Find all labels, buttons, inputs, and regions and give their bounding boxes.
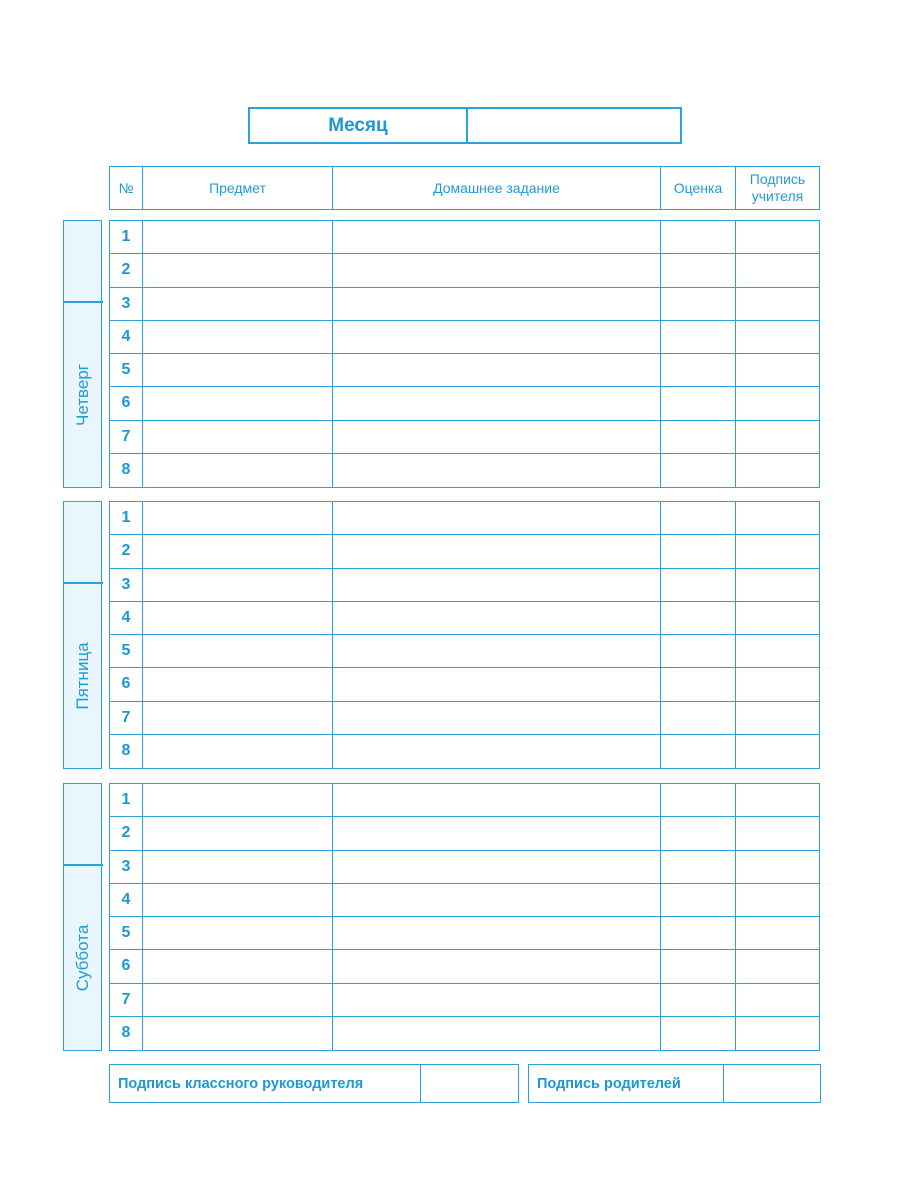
homework-cell[interactable] — [333, 288, 661, 321]
tab-divider — [63, 864, 103, 866]
month-input[interactable] — [468, 109, 680, 142]
homework-cell[interactable] — [333, 387, 661, 420]
grade-cell[interactable] — [661, 784, 736, 817]
grade-cell[interactable] — [661, 984, 736, 1017]
column-header — [109, 166, 820, 210]
day-label-thursday: Четверг — [72, 364, 92, 426]
lesson-number: 7 — [110, 702, 143, 735]
grade-cell[interactable] — [661, 254, 736, 287]
column-homework: Домашнее задание — [333, 167, 661, 209]
subject-cell[interactable] — [143, 917, 333, 950]
grade-cell[interactable] — [661, 702, 736, 735]
subject-cell[interactable] — [143, 354, 333, 387]
teacher-signature-cell[interactable] — [736, 288, 819, 321]
teacher-signature-cell[interactable] — [736, 950, 819, 983]
day-tab-thursday — [63, 220, 102, 488]
lesson-number: 1 — [110, 502, 143, 535]
lesson-number: 2 — [110, 254, 143, 287]
subject-cell[interactable] — [143, 884, 333, 917]
lesson-number: 3 — [110, 851, 143, 884]
tab-divider — [63, 301, 103, 303]
lesson-number: 5 — [110, 635, 143, 668]
lesson-number: 6 — [110, 950, 143, 983]
lesson-number: 2 — [110, 817, 143, 850]
lesson-number: 6 — [110, 668, 143, 701]
lesson-number: 4 — [110, 321, 143, 354]
teacher-signature-cell[interactable] — [736, 735, 819, 768]
homework-cell[interactable] — [333, 221, 661, 254]
lesson-number: 4 — [110, 884, 143, 917]
lesson-number: 5 — [110, 354, 143, 387]
teacher-signature-cell[interactable] — [736, 221, 819, 254]
grade-cell[interactable] — [661, 288, 736, 321]
subject-cell[interactable] — [143, 254, 333, 287]
grade-cell[interactable] — [661, 635, 736, 668]
column-teacher-signature-line2: учителя — [751, 188, 804, 204]
subject-cell[interactable] — [143, 569, 333, 602]
homework-cell[interactable] — [333, 817, 661, 850]
homework-cell[interactable] — [333, 321, 661, 354]
parents-signature-field[interactable] — [724, 1065, 820, 1102]
teacher-signature-cell[interactable] — [736, 602, 819, 635]
day-tab-saturday — [63, 783, 102, 1051]
homework-cell[interactable] — [333, 784, 661, 817]
subject-cell[interactable] — [143, 668, 333, 701]
lesson-number: 2 — [110, 535, 143, 568]
subject-cell[interactable] — [143, 502, 333, 535]
homework-cell[interactable] — [333, 984, 661, 1017]
lesson-number: 3 — [110, 288, 143, 321]
teacher-signature-cell[interactable] — [736, 454, 819, 487]
lesson-number: 8 — [110, 1017, 143, 1050]
lesson-number: 3 — [110, 569, 143, 602]
teacher-signature-cell[interactable] — [736, 321, 819, 354]
day-tab-friday — [63, 501, 102, 769]
teacher-signature-cell[interactable] — [736, 851, 819, 884]
day-table-saturday — [109, 783, 820, 1051]
teacher-signature-cell[interactable] — [736, 387, 819, 420]
subject-cell[interactable] — [143, 950, 333, 983]
teacher-signature-cell[interactable] — [736, 569, 819, 602]
grade-cell[interactable] — [661, 817, 736, 850]
day-table-thursday — [109, 220, 820, 488]
day-label-saturday: Суббота — [72, 924, 92, 992]
homework-cell[interactable] — [333, 702, 661, 735]
column-number: № — [110, 167, 143, 209]
homework-cell[interactable] — [333, 635, 661, 668]
teacher-signature-cell[interactable] — [736, 502, 819, 535]
subject-cell[interactable] — [143, 817, 333, 850]
grade-cell[interactable] — [661, 950, 736, 983]
homework-cell[interactable] — [333, 354, 661, 387]
subject-cell[interactable] — [143, 735, 333, 768]
day-label-friday: Пятница — [72, 642, 92, 710]
subject-cell[interactable] — [143, 321, 333, 354]
teacher-signature-cell[interactable] — [736, 635, 819, 668]
lesson-number: 1 — [110, 221, 143, 254]
homework-cell[interactable] — [333, 454, 661, 487]
homework-cell[interactable] — [333, 851, 661, 884]
grade-cell[interactable] — [661, 602, 736, 635]
subject-cell[interactable] — [143, 421, 333, 454]
grade-cell[interactable] — [661, 354, 736, 387]
subject-cell[interactable] — [143, 602, 333, 635]
teacher-signature-cell[interactable] — [736, 535, 819, 568]
subject-cell[interactable] — [143, 454, 333, 487]
parents-signature-label: Подпись родителей — [529, 1065, 724, 1102]
subject-cell[interactable] — [143, 221, 333, 254]
lesson-number: 7 — [110, 421, 143, 454]
lesson-number: 8 — [110, 735, 143, 768]
column-teacher-signature — [736, 167, 819, 209]
homework-cell[interactable] — [333, 950, 661, 983]
parents-signature-box — [528, 1064, 821, 1103]
grade-cell[interactable] — [661, 321, 736, 354]
grade-cell[interactable] — [661, 851, 736, 884]
homework-cell[interactable] — [333, 1017, 661, 1050]
grade-cell[interactable] — [661, 502, 736, 535]
homework-cell[interactable] — [333, 668, 661, 701]
class-teacher-signature-field[interactable] — [421, 1065, 518, 1102]
homework-cell[interactable] — [333, 917, 661, 950]
day-table-friday — [109, 501, 820, 769]
subject-cell[interactable] — [143, 702, 333, 735]
grade-cell[interactable] — [661, 221, 736, 254]
subject-cell[interactable] — [143, 984, 333, 1017]
column-grade: Оценка — [661, 167, 736, 209]
lesson-number: 6 — [110, 387, 143, 420]
homework-cell[interactable] — [333, 535, 661, 568]
grade-cell[interactable] — [661, 668, 736, 701]
subject-cell[interactable] — [143, 784, 333, 817]
lesson-number: 7 — [110, 984, 143, 1017]
teacher-signature-cell[interactable] — [736, 668, 819, 701]
subject-cell[interactable] — [143, 387, 333, 420]
grade-cell[interactable] — [661, 421, 736, 454]
teacher-signature-cell[interactable] — [736, 817, 819, 850]
homework-cell[interactable] — [333, 569, 661, 602]
subject-cell[interactable] — [143, 535, 333, 568]
grade-cell[interactable] — [661, 454, 736, 487]
grade-cell[interactable] — [661, 917, 736, 950]
lesson-number: 4 — [110, 602, 143, 635]
grade-cell[interactable] — [661, 735, 736, 768]
lesson-number: 1 — [110, 784, 143, 817]
grade-cell[interactable] — [661, 569, 736, 602]
homework-cell[interactable] — [333, 502, 661, 535]
grade-cell[interactable] — [661, 1017, 736, 1050]
teacher-signature-cell[interactable] — [736, 917, 819, 950]
lesson-number: 5 — [110, 917, 143, 950]
homework-cell[interactable] — [333, 735, 661, 768]
homework-cell[interactable] — [333, 884, 661, 917]
teacher-signature-cell[interactable] — [736, 984, 819, 1017]
homework-cell[interactable] — [333, 421, 661, 454]
column-subject: Предмет — [143, 167, 333, 209]
tab-divider — [63, 582, 103, 584]
subject-cell[interactable] — [143, 635, 333, 668]
subject-cell[interactable] — [143, 1017, 333, 1050]
subject-cell[interactable] — [143, 851, 333, 884]
teacher-signature-cell[interactable] — [736, 884, 819, 917]
month-label: Месяц — [250, 109, 468, 142]
class-teacher-signature-label: Подпись классного руководителя — [110, 1065, 421, 1102]
teacher-signature-cell[interactable] — [736, 254, 819, 287]
month-header — [248, 107, 682, 144]
teacher-signature-cell[interactable] — [736, 1017, 819, 1050]
subject-cell[interactable] — [143, 288, 333, 321]
grade-cell[interactable] — [661, 884, 736, 917]
homework-cell[interactable] — [333, 254, 661, 287]
class-teacher-signature-box — [109, 1064, 519, 1103]
column-teacher-signature-line1: Подпись — [749, 171, 806, 187]
grade-cell[interactable] — [661, 535, 736, 568]
homework-cell[interactable] — [333, 602, 661, 635]
teacher-signature-cell[interactable] — [736, 354, 819, 387]
grade-cell[interactable] — [661, 387, 736, 420]
teacher-signature-cell[interactable] — [736, 784, 819, 817]
teacher-signature-cell[interactable] — [736, 421, 819, 454]
teacher-signature-cell[interactable] — [736, 702, 819, 735]
lesson-number: 8 — [110, 454, 143, 487]
